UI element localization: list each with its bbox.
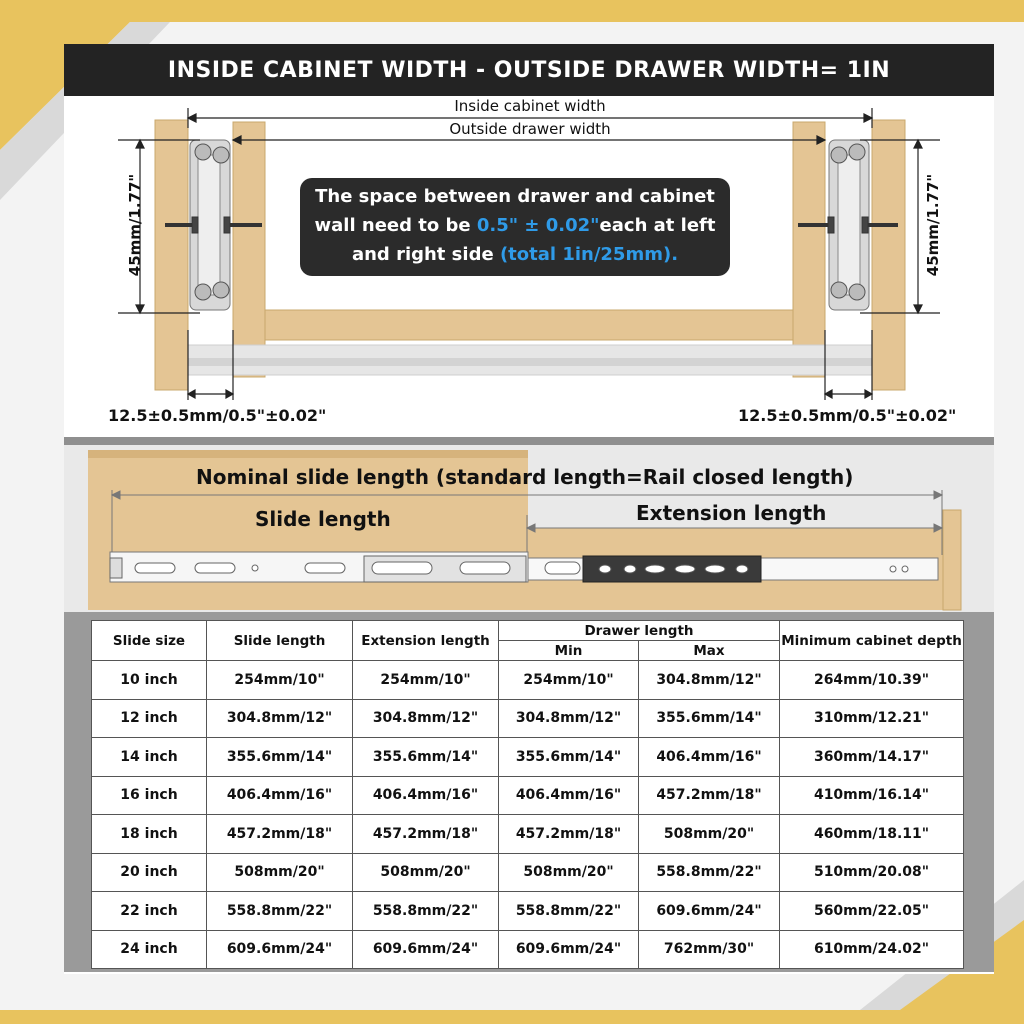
slide-size-table bbox=[91, 620, 964, 969]
extension-length-label: Extension length bbox=[636, 501, 827, 525]
table-cell: 304.8mm/12" bbox=[207, 699, 353, 738]
header-min-cabinet-depth: Minimum cabinet depth bbox=[780, 621, 964, 661]
table-cell: 310mm/12.21" bbox=[780, 699, 964, 738]
table-cell: 508mm/20" bbox=[499, 853, 639, 892]
drawer-side-left bbox=[233, 122, 265, 377]
table-cell: 14 inch bbox=[92, 738, 207, 777]
table-cell: 24 inch bbox=[92, 930, 207, 969]
page-title: INSIDE CABINET WIDTH - OUTSIDE DRAWER WIDTH= 1IN bbox=[64, 44, 994, 96]
table-cell: 304.8mm/12" bbox=[639, 661, 780, 700]
table-cell: 510mm/20.08" bbox=[780, 853, 964, 892]
table-cell: 264mm/10.39" bbox=[780, 661, 964, 700]
height-label-right: 45mm/1.77" bbox=[924, 173, 942, 277]
table-cell: 254mm/10" bbox=[207, 661, 353, 700]
table-cell: 410mm/16.14" bbox=[780, 776, 964, 815]
table-cell: 558.8mm/22" bbox=[499, 892, 639, 931]
table-row bbox=[92, 699, 964, 738]
table-cell: 558.8mm/22" bbox=[207, 892, 353, 931]
note-text-2: each at left and right side bbox=[351, 215, 716, 265]
gap-label-left: 12.5±0.5mm/0.5"±0.02" bbox=[108, 406, 327, 425]
drawer-side-right bbox=[793, 122, 825, 377]
drawer-bottom bbox=[265, 310, 793, 340]
inside-cabinet-width-label: Inside cabinet width bbox=[440, 97, 620, 115]
nominal-slide-length-label: Nominal slide length (standard length=Rail closed length) bbox=[196, 465, 854, 489]
table-cell: 18 inch bbox=[92, 815, 207, 854]
table-row bbox=[92, 892, 964, 931]
note-highlight-total: (total 1in/25mm). bbox=[499, 244, 679, 265]
table-row bbox=[92, 815, 964, 854]
table-row bbox=[92, 930, 964, 969]
slide-length-label: Slide length bbox=[255, 507, 391, 531]
table-cell: 20 inch bbox=[92, 853, 207, 892]
table-row bbox=[92, 738, 964, 777]
header-slide-length: Slide length bbox=[207, 621, 353, 661]
table-cell: 457.2mm/18" bbox=[639, 776, 780, 815]
table-cell: 406.4mm/16" bbox=[207, 776, 353, 815]
drawer-front bbox=[943, 510, 961, 610]
header-max: Max bbox=[639, 641, 780, 661]
header-drawer-length: Drawer length bbox=[499, 621, 780, 641]
table-cell: 508mm/20" bbox=[353, 853, 499, 892]
table-cell: 16 inch bbox=[92, 776, 207, 815]
table-cell: 304.8mm/12" bbox=[353, 699, 499, 738]
table-cell: 457.2mm/18" bbox=[207, 815, 353, 854]
table-cell: 10 inch bbox=[92, 661, 207, 700]
header-min: Min bbox=[499, 641, 639, 661]
table-cell: 355.6mm/14" bbox=[639, 699, 780, 738]
cabinet-wall-left bbox=[155, 120, 188, 390]
note-text-1: The space between drawer and cabinet wall need to be bbox=[314, 186, 715, 236]
table-row bbox=[92, 853, 964, 892]
table-cell: 609.6mm/24" bbox=[639, 892, 780, 931]
table-cell: 406.4mm/16" bbox=[499, 776, 639, 815]
table-cell: 304.8mm/12" bbox=[499, 699, 639, 738]
table-cell: 457.2mm/18" bbox=[353, 815, 499, 854]
table-cell: 355.6mm/14" bbox=[207, 738, 353, 777]
table-cell: 12 inch bbox=[92, 699, 207, 738]
table-cell: 762mm/30" bbox=[639, 930, 780, 969]
table-cell: 610mm/24.02" bbox=[780, 930, 964, 969]
table-cell: 460mm/18.11" bbox=[780, 815, 964, 854]
table-cell: 360mm/14.17" bbox=[780, 738, 964, 777]
table-cell: 508mm/20" bbox=[639, 815, 780, 854]
table-cell: 355.6mm/14" bbox=[499, 738, 639, 777]
table-cell: 609.6mm/24" bbox=[499, 930, 639, 969]
table-cell: 558.8mm/22" bbox=[353, 892, 499, 931]
table-row bbox=[92, 661, 964, 700]
table-cell: 355.6mm/14" bbox=[353, 738, 499, 777]
table-cell: 508mm/20" bbox=[207, 853, 353, 892]
table-row bbox=[92, 776, 964, 815]
table-cell: 457.2mm/18" bbox=[499, 815, 639, 854]
table-cell: 406.4mm/16" bbox=[639, 738, 780, 777]
table-cell: 406.4mm/16" bbox=[353, 776, 499, 815]
table-cell: 609.6mm/24" bbox=[353, 930, 499, 969]
table-cell: 560mm/22.05" bbox=[780, 892, 964, 931]
table-cell: 254mm/10" bbox=[353, 661, 499, 700]
cabinet-wall-right bbox=[872, 120, 905, 390]
outside-drawer-width-label: Outside drawer width bbox=[430, 120, 630, 138]
gap-label-right: 12.5±0.5mm/0.5"±0.02" bbox=[738, 406, 957, 425]
header-extension-length: Extension length bbox=[353, 621, 499, 661]
height-label-left: 45mm/1.77" bbox=[126, 173, 144, 277]
header-slide-size: Slide size bbox=[92, 621, 207, 661]
table-cell: 22 inch bbox=[92, 892, 207, 931]
table-cell: 558.8mm/22" bbox=[639, 853, 780, 892]
note-highlight-tolerance: 0.5" ± 0.02" bbox=[476, 215, 600, 236]
table-cell: 254mm/10" bbox=[499, 661, 639, 700]
spacing-note bbox=[300, 178, 730, 276]
table-cell: 609.6mm/24" bbox=[207, 930, 353, 969]
